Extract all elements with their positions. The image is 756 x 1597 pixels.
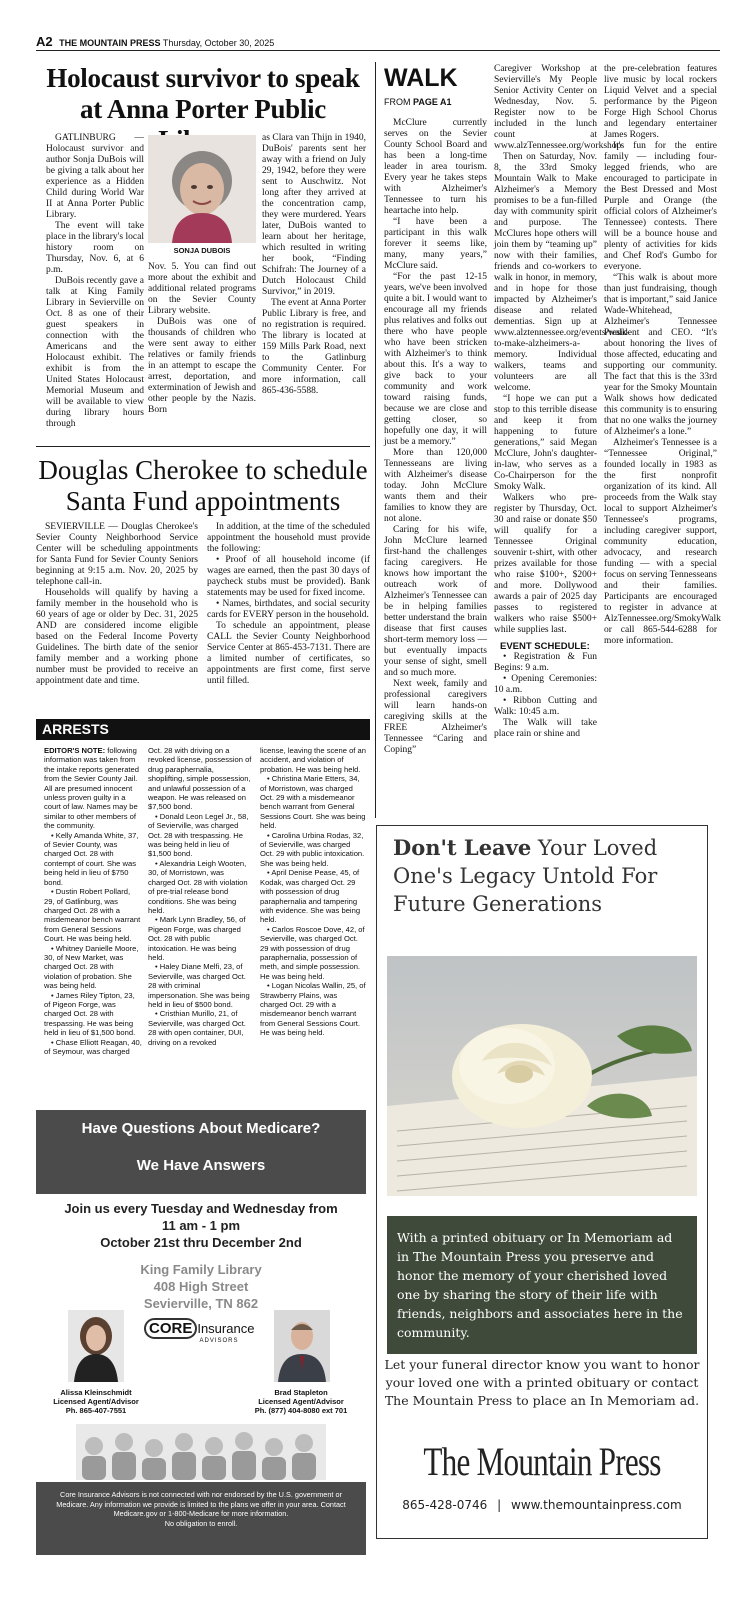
folio-bar xyxy=(36,34,720,51)
arrest-entry: • James Riley Tipton, 23, of Pigeon Forge, was charged Oct. 28 with trespassing. He was being held in lieu of $1,500 bond. xyxy=(44,990,136,1038)
paragraph: Alzheimer's Tennessee is a “Tennessee Original,” founded locally in 1983 as the first nonprofit organization of its kind. All proceeds from the Walk stay local to support Alzheimer's Tennessee's programs, including caregiver support, community education, advocacy, and research funding — with a special focus on serving Tennesseans and their families. Participants are encouraged to register in advance at AlzTennessee.org/SmokyWalk or call 865-544-6288 for more information. xyxy=(604,438,721,646)
santa-col-1 xyxy=(36,522,198,687)
agent-name: Brad Stapleton xyxy=(274,1388,328,1397)
paragraph: Nov. 5. You can find out more about the exhibit and additional related programs on the Sevier County Library website. xyxy=(148,262,256,316)
schedule-item: • Opening Ceremonies: 10 a.m. xyxy=(494,674,597,695)
jump-line xyxy=(384,97,452,107)
paragraph: The event will take place in the library's local history room on Thursday, Nov. 6, at 6 p.m. xyxy=(46,221,144,275)
paragraph: SEVIERVILLE — Douglas Cherokee's Sevier County Neighborhood Service Center will be scheduling appointments for Santa Fund for Sevier County Seniors beginning at 9:15 a.m. Nov. 20, 2025 by telephone call-in. xyxy=(36,522,198,587)
arrest-entry: • Haley Diane Melfi, 23, of Sevierville, was charged Oct. 28 with criminal impersonation. She was being held in lieu of $500 bond. xyxy=(148,962,250,1009)
arrest-entry: • Logan Nicolas Wallin, 25, of Strawberry Plains, was charged Oct. 29 with a misdemeanor bench warrant from General Sessions Court. He was being held. xyxy=(260,981,366,1038)
seniors-group-photo xyxy=(76,1424,326,1480)
ad-disclaimer xyxy=(36,1482,366,1555)
holocaust-col-1 xyxy=(46,133,144,430)
headline-rest: Your Loved One's Legacy Untold For Future Generations xyxy=(393,836,658,916)
memorial-cta: Let your funeral director know you want to honor your loved one with a printed obituary or contact The Mountain Press to place an In Memoriam ad. xyxy=(384,1357,700,1408)
agent-photo-alissa xyxy=(68,1310,124,1382)
memorial-body: With a printed obituary or In Memoriam ad in The Mountain Press you preserve and honor the memory of your cherished loved one by sharing the story of their life with friends, neighbors and associates here in the community. xyxy=(387,1216,697,1354)
logo-advisors: ADVISORS xyxy=(199,1338,239,1344)
agent-portrait xyxy=(274,1310,330,1382)
from-label: FROM xyxy=(384,97,411,107)
arrest-entry: • April Denise Pease, 45, of Kodak, was charged Oct. 29 with possession of drug paraphernalia and tampering with evidence. She was being held. xyxy=(260,868,361,925)
paragraph: In addition, at the time of the scheduled appointment the household must provide the following: xyxy=(207,522,370,554)
arrests-col-3 xyxy=(260,746,366,1038)
contact-separator: | xyxy=(497,1498,502,1512)
santa-col-2 xyxy=(207,522,370,687)
paragraph: Caring for his wife, John McClure learned first-hand the challenges facing caregivers. He knows how important the outreach work of Alzheimer's Tennessee can be in helping families better understand the brain disease that first causes short-term memory loss — but eventually impacts your sense of sight, smell and so much more. xyxy=(384,525,487,678)
paragraph: “For the past 12-15 years, we've been involved quite a bit. I would want to encourage all my friends plus relatives and folks out there who have people who have been stricken with Alzheimer's to think about this. It's a way to give back to your community and work toward raising funds, because we are close and getting closer, so hopefully one day, it will just be a memory.” xyxy=(384,272,487,447)
arrest-entry: • Mark Lynn Bradley, 56, of Pigeon Forge, was charged Oct. 28 with public intoxication. He was being held. xyxy=(148,915,246,962)
schedule-item: • Registration & Fun Begins: 9 a.m. xyxy=(494,652,597,673)
event-schedule-heading: EVENT SCHEDULE: xyxy=(500,641,590,652)
holocaust-col-2 xyxy=(148,262,256,416)
memorial-ad[interactable] xyxy=(376,825,708,1539)
paragraph: “I have been a participant in this walk forever it seems like, many, many years,” McClure said. xyxy=(384,217,487,271)
contact-phone[interactable]: 865-428-0746 xyxy=(402,1498,488,1512)
paragraph: DuBois was one of thousands of children who were sent away to either relatives or family friends in an attempt to escape the arrest, deportation, and extermination of Jewish and other people by the Nazis. Born xyxy=(148,317,256,415)
paragraph: To schedule an appointment, please CALL the Sevier County Neighborhood Service Center at 865-453-7131. There are a limited number of certificates, so appointments are first come, first serve until filled. xyxy=(207,621,370,686)
arrest-entry: • Carlos Roscoe Dove, 42, of Sevierville, was charged Oct. 29 with possession of drug paraphernalia, possession of meth, and simple possession. He was being held. xyxy=(260,924,365,981)
paragraph: DuBois recently gave a talk at King Family Library in Sevierville on Oct. 8 as one of their guest speakers in connection with the Americans and the Holocaust exhibit. The exhibit is from the United States Holocaust Memorial Museum and will be available to view during library hours through xyxy=(46,276,144,429)
column-rule xyxy=(375,62,376,818)
ad-dates: October 21st thru December 2nd xyxy=(100,1235,302,1250)
ad-schedule xyxy=(36,1200,366,1251)
ad-subheadline: We Have Answers xyxy=(136,1157,266,1174)
walk-jump-title[interactable]: WALK xyxy=(384,64,458,92)
arrest-entry: • Kelly Amanda White, 37, of Sevier County, was charged Oct. 28 with contempt of court. She was being held in lieu of $750 bond. xyxy=(44,830,139,887)
core-insurance-logo xyxy=(144,1320,254,1344)
agent-portrait xyxy=(68,1310,124,1382)
paragraph: More than 120,000 Tennesseans are living with Alzheimer's disease today. John McClure wants them and their families to know they are not alone. xyxy=(384,448,487,524)
arrest-entry: • Alexandria Leigh Wooten, 30, of Morristown, was charged Oct. 28 with violation of pre-trial release bond conditions. She was being held. xyxy=(148,858,248,915)
memorial-headline xyxy=(393,834,693,918)
memorial-contact xyxy=(377,1498,707,1512)
paragraph: Walkers who pre-register by Thursday, Oct. 30 and raise or donate $50 will qualify for a Tennessee Original souvenir t-shirt, with other prizes available for those who raise $100+, $200+ and more. Dollywood awards a pair of 2025 day passes to registered walkers who raise $500+ while supplies last. xyxy=(494,493,597,635)
venue-street: 408 High Street xyxy=(153,1279,249,1294)
walk-col-3 xyxy=(604,64,721,647)
paragraph: as Clara van Thijn in 1940, DuBois' parents sent her away with a friend on July 29, 1942, before they were sent to Auschwitz. Not long after they arrived at the concentration camp, they were murdered. Years later, DuBois wanted to learn about her heritage, which resulted in writing her book, “Finding Schifrah: The Journey of a Dutch Holocaust Child Survivor,” in 2019. xyxy=(262,133,366,297)
rose-illustration xyxy=(387,956,697,1196)
holocaust-col-3 xyxy=(262,133,366,397)
logo-core: CORE xyxy=(144,1318,197,1339)
venue-city: Sevierville, TN 862 xyxy=(143,1296,259,1311)
agent-alissa-info xyxy=(36,1388,156,1415)
paragraph: The event at Anna Porter Public Library is free, and no registration is required. The library is located at 159 Mills Park Road, next to the Gatlinburg Community Center. For more information, call 865-436-5588. xyxy=(262,298,366,396)
contact-website[interactable]: www.themountainpress.com xyxy=(511,1498,682,1512)
mountain-press-logo[interactable]: The Mountain Press xyxy=(423,1439,661,1484)
disclaimer-text-2: No obligation to enroll. xyxy=(164,1518,238,1528)
arrest-entry: • Donald Leon Legel Jr., 58, of Sevierville, was charged Oct. 28 with trespassing. He was being held in lieu of $1,500 bond. xyxy=(148,811,249,859)
agent-phone[interactable]: Ph. (877) 404-8080 ext 701 xyxy=(254,1406,348,1415)
paragraph: GATLINBURG — Holocaust survivor and author Sonja DuBois will be giving a talk about her experience as a Hidden Child during World War II at Anna Porter Public Library. xyxy=(46,133,144,220)
paragraph: It's fun for the entire family — including four-legged friends, who are encouraged to participate in the Best Dressed and Most Purple and Orange (the official colors of Alzheimer's Tennessee) contests. There will be a bounce house and plenty of activities for kids and Chef Rod's Gumbo for everyone. xyxy=(604,141,717,272)
photo-caption: SONJA DUBOIS xyxy=(173,246,231,255)
santa-headline[interactable]: Douglas Cherokee to schedule Santa Fund appointments xyxy=(38,455,368,516)
medicare-ad-banner xyxy=(36,1110,366,1194)
agent-brad-info xyxy=(236,1388,366,1415)
agent-title: Licensed Agent/Advisor xyxy=(258,1397,344,1406)
paragraph: “I hope we can put a stop to this terrible disease and keep it from happening to future generations,” said Megan McClure, John's daughter-in-law, who serves as a Co-Chairperson for the Smoky Walk. xyxy=(494,394,597,492)
paragraph: McClure currently serves on the Sevier County School Board and has been a long-time leader in area tourism. Every year he takes steps with Alzheimer's Tennessee to turn his heartache into help. xyxy=(384,118,487,216)
arrest-entry: • Whitney Danielle Moore, 30, of New Market, was charged Oct. 28 with violation of probation. She was being held. xyxy=(44,943,139,991)
arrests-col-1 xyxy=(44,746,142,1056)
paragraph: Then on Saturday, Nov. 8, the 33rd Smoky Mountain Walk to Make Alzheimer's a Memory promises to be a fun-filled day with community spirit and purpose. The McClures hope others will join them by “teaming up” now with their families, friends and co-workers to walk in honor, in memory, and in hope for those impacted by Alzheimer's disease and related dementias. Sign up at www.alztennessee.org/events/walk-to-make-alzheimers-a-memory. Individual walkers, teams and volunteers are all welcome. xyxy=(494,152,630,393)
schedule-item: • Ribbon Cutting and Walk: 10:45 a.m. xyxy=(494,696,597,717)
medicare-ad[interactable] xyxy=(36,1110,366,1555)
rose-on-book-photo xyxy=(387,956,697,1196)
walk-col-2 xyxy=(494,64,630,740)
editors-note-label: EDITOR'S NOTE: xyxy=(44,746,106,755)
disclaimer-text: Core Insurance Advisors is not connected with nor endorsed by the U.S. government or Medicare. Any information we provide is limited to the plans we offer in your area. Contact Medicare.gov or 1-800-Medicare for more information. xyxy=(56,1490,346,1518)
arrest-entry: • Chase Elliott Reagan, 40, of Seymour, was charged xyxy=(44,1037,142,1056)
logo-insurance: Insurance xyxy=(197,1321,255,1336)
paragraph: the pre-celebration features live music by local rockers Liquid Velvet and a special performance by the Pigeon Forge High School Chorus and legendary entertainer James Rogers. xyxy=(604,64,717,140)
ad-venue xyxy=(36,1261,366,1312)
group-illustration xyxy=(76,1424,326,1480)
arrest-entry: • Cristhian Murillo, 21, of Sevierville, was charged Oct. 28 with open container, DUI, driving on a revoked xyxy=(148,1009,246,1047)
from-page-link[interactable]: PAGE A1 xyxy=(413,97,452,107)
agent-name: Alissa Kleinschmidt xyxy=(60,1388,132,1397)
agent-phone[interactable]: Ph. 865-407-7551 xyxy=(65,1406,127,1415)
folio-date: Thursday, October 30, 2025 xyxy=(162,38,275,48)
arrest-entry: • Christina Marie Etters, 34, of Morristown, was charged Oct. 29 with a misdemeanor bench warrant from General Sessions Court. She was being held. xyxy=(260,774,366,831)
arrest-entry: • Carolina Urbina Rodas, 32, of Sevierville, was charged Oct. 29 with public intoxication. She was being held. xyxy=(260,830,365,868)
paragraph: following information was taken from the intake reports generated from the Sevier County Jail. All are presumed innocent unless proven guilty in a court of law. Names may be similar to other members of the community. xyxy=(44,746,139,831)
paragraph: • Names, birthdates, and social security cards for EVERY person in the household. xyxy=(207,599,370,620)
arrests-col-2 xyxy=(148,746,252,1047)
paragraph: • Proof of all household income (if wages are earned, then the past 30 days of paycheck stubs must be provided). Bank statements may be used for fixed income. xyxy=(207,555,370,598)
divider xyxy=(36,446,370,447)
arrests-header: ARRESTS xyxy=(36,719,370,740)
arrest-entry: license, leaving the scene of an accident, and violation of probation. He was being held. xyxy=(260,746,366,774)
paper-name: THE MOUNTAIN PRESS xyxy=(59,38,161,48)
agent-photo-brad xyxy=(274,1310,330,1382)
walk-col-1 xyxy=(384,118,487,756)
ad-time: 11 am - 1 pm xyxy=(161,1218,241,1233)
venue-name: King Family Library xyxy=(140,1262,262,1277)
holocaust-headline[interactable]: Holocaust survivor to speak at Anna Porter Public xyxy=(46,63,360,124)
paragraph: Next week, family and professional caregivers will learn hands-on caregiving skills at the FREE Alzheimer's Tennessee “Caring and Coping” xyxy=(384,679,487,755)
paragraph: Caregiver Workshop at Sevierville's My People Senior Activity Center on Wednesday, Nov. 5. Register now to be included in the lunch count at www.alzTennessee.org/workshop xyxy=(494,64,622,151)
paragraph: Households will qualify by having a family member in the household who is 60 years of age or older by Dec. 31, 2025 AND are considered income eligible based on the Federal Income Poverty Guidelines. The birth date of the senior family member and a working phone number must be provided to receive an appointment date and time. xyxy=(36,588,198,686)
ad-join: Join us every Tuesday and Wednesday from xyxy=(64,1201,338,1216)
portrait-illustration xyxy=(148,135,256,243)
agent-title: Licensed Agent/Advisor xyxy=(53,1397,139,1406)
paragraph: The Walk will take place rain or shine and xyxy=(494,718,597,739)
headline-bold: Don't Leave xyxy=(393,835,532,860)
page-number: A2 xyxy=(36,34,53,49)
arrest-entry: • Dustin Robert Pollard, 29, of Gatlinburg, was charged Oct. 28 with a misdemeanor bench warrant from General Sessions Court. He was being held. xyxy=(44,887,141,944)
ad-headline: Have Questions About Medicare? xyxy=(81,1120,321,1137)
paragraph: “This walk is about more than just fundraising, though that is important,” said Janice Wade-Whitehead, Alzheimer's Tennessee President and CEO. “It's about honoring the lives of those affected, educating and supporting our community. The fact that this is the 33rd year for the Smoky Mountain Walk shows how dedicated this community is to ensuring that no one walks the journey of Alzheimer's a lone.” xyxy=(604,273,717,437)
sonja-dubois-photo xyxy=(148,135,256,243)
arrest-entry: Oct. 28 with driving on a revoked license, possession of drug paraphernalia, shoplifting, simple possession, and unlawful possession of a weapon. He was released on $7,500 bond. xyxy=(148,746,252,812)
